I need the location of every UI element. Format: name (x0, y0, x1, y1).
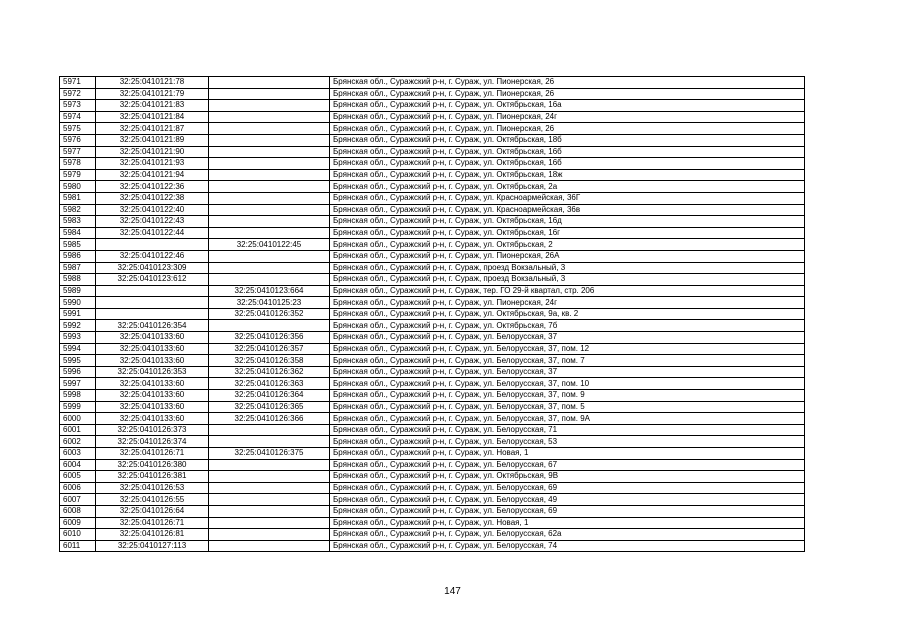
row-number-cell: 5986 (60, 250, 96, 262)
cadastral-number-cell (96, 285, 209, 297)
address-cell: Брянская обл., Суражский р-н, г. Сураж, ул. Белорусская, 69 (330, 482, 805, 494)
address-cell: Брянская обл., Суражский р-н, г. Сураж, ул. Белорусская, 37, пом. 5 (330, 401, 805, 413)
table-row (60, 355, 805, 367)
related-cadastral-number-cell: 32:25:0410125:23 (209, 297, 330, 309)
address-cell: Брянская обл., Суражский р-н, г. Сураж, ул. Пионерская, 26 (330, 88, 805, 100)
table-row (60, 378, 805, 390)
cadastral-number-cell: 32:25:0410126:381 (96, 471, 209, 483)
row-number-cell: 5992 (60, 320, 96, 332)
table-row (60, 332, 805, 344)
table-row (60, 471, 805, 483)
table-row (60, 517, 805, 529)
row-number-cell: 5976 (60, 134, 96, 146)
cadastral-number-cell: 32:25:0410123:309 (96, 262, 209, 274)
row-number-cell: 5989 (60, 285, 96, 297)
table-row (60, 308, 805, 320)
cadastral-number-cell: 32:25:0410121:94 (96, 169, 209, 181)
table-row (60, 204, 805, 216)
related-cadastral-number-cell (209, 274, 330, 286)
cadastral-number-cell: 32:25:0410126:353 (96, 366, 209, 378)
related-cadastral-number-cell (209, 505, 330, 517)
related-cadastral-number-cell: 32:25:0410126:356 (209, 332, 330, 344)
table-row (60, 274, 805, 286)
cadastral-number-cell: 32:25:0410126:354 (96, 320, 209, 332)
related-cadastral-number-cell (209, 436, 330, 448)
address-cell: Брянская обл., Суражский р-н, г. Сураж, ул. Белорусская, 67 (330, 459, 805, 471)
table-row (60, 390, 805, 402)
table-row (60, 111, 805, 123)
related-cadastral-number-cell (209, 146, 330, 158)
address-cell: Брянская обл., Суражский р-н, г. Сураж, ул. Белорусская, 37, пом. 9А (330, 413, 805, 425)
table-row (60, 216, 805, 228)
address-cell: Брянская обл., Суражский р-н, г. Сураж, ул. Белорусская, 37, пом. 12 (330, 343, 805, 355)
cadastral-number-cell: 32:25:0410126:374 (96, 436, 209, 448)
row-number-cell: 5984 (60, 227, 96, 239)
cadastral-number-cell: 32:25:0410121:89 (96, 134, 209, 146)
related-cadastral-number-cell (209, 181, 330, 193)
table-row (60, 424, 805, 436)
table-row (60, 413, 805, 425)
row-number-cell: 5998 (60, 390, 96, 402)
related-cadastral-number-cell (209, 169, 330, 181)
cadastral-number-cell: 32:25:0410126:53 (96, 482, 209, 494)
table-row (60, 494, 805, 506)
row-number-cell: 5993 (60, 332, 96, 344)
related-cadastral-number-cell (209, 158, 330, 170)
address-cell: Брянская обл., Суражский р-н, г. Сураж, проезд Вокзальный, 3 (330, 274, 805, 286)
address-cell: Брянская обл., Суражский р-н, г. Сураж, ул. Белорусская, 37, пом. 9 (330, 390, 805, 402)
row-number-cell: 6010 (60, 529, 96, 541)
address-cell: Брянская обл., Суражский р-н, г. Сураж, ул. Белорусская, 69 (330, 505, 805, 517)
table-row (60, 227, 805, 239)
address-cell: Брянская обл., Суражский р-н, г. Сураж, проезд Вокзальный, 3 (330, 262, 805, 274)
cadastral-number-cell: 32:25:0410133:60 (96, 355, 209, 367)
row-number-cell: 6005 (60, 471, 96, 483)
table-row (60, 459, 805, 471)
row-number-cell: 5971 (60, 77, 96, 89)
address-cell: Брянская обл., Суражский р-н, г. Сураж, ул. Пионерская, 24г (330, 111, 805, 123)
address-cell: Брянская обл., Суражский р-н, г. Сураж, ул. Пионерская, 24г (330, 297, 805, 309)
cadastral-number-cell: 32:25:0410133:60 (96, 343, 209, 355)
table-row (60, 192, 805, 204)
row-number-cell: 5977 (60, 146, 96, 158)
row-number-cell: 5997 (60, 378, 96, 390)
address-cell: Брянская обл., Суражский р-н, г. Сураж, ул. Октябрьская, 16а (330, 100, 805, 112)
related-cadastral-number-cell (209, 77, 330, 89)
address-cell: Брянская обл., Суражский р-н, г. Сураж, ул. Белорусская, 71 (330, 424, 805, 436)
address-cell: Брянская обл., Суражский р-н, г. Сураж, ул. Пионерская, 26 (330, 77, 805, 89)
table-row (60, 88, 805, 100)
related-cadastral-number-cell (209, 482, 330, 494)
row-number-cell: 5996 (60, 366, 96, 378)
table-row (60, 343, 805, 355)
cadastral-number-cell: 32:25:0410133:60 (96, 378, 209, 390)
row-number-cell: 5973 (60, 100, 96, 112)
table-row (60, 250, 805, 262)
cadastral-number-cell: 32:25:0410126:373 (96, 424, 209, 436)
row-number-cell: 5987 (60, 262, 96, 274)
cadastral-number-cell: 32:25:0410123:612 (96, 274, 209, 286)
cadastral-number-cell: 32:25:0410126:380 (96, 459, 209, 471)
address-cell: Брянская обл., Суражский р-н, г. Сураж, ул. Октябрьская, 16г (330, 227, 805, 239)
cadastral-number-cell (96, 297, 209, 309)
row-number-cell: 5972 (60, 88, 96, 100)
related-cadastral-number-cell: 32:25:0410126:358 (209, 355, 330, 367)
table-row (60, 482, 805, 494)
row-number-cell: 5999 (60, 401, 96, 413)
table-row (60, 505, 805, 517)
row-number-cell: 6007 (60, 494, 96, 506)
row-number-cell: 6004 (60, 459, 96, 471)
address-cell: Брянская обл., Суражский р-н, г. Сураж, ул. Новая, 1 (330, 448, 805, 460)
related-cadastral-number-cell (209, 216, 330, 228)
address-cell: Брянская обл., Суражский р-н, г. Сураж, ул. Красноармейская, 36в (330, 204, 805, 216)
cadastral-number-cell: 32:25:0410127:113 (96, 540, 209, 552)
cadastral-number-cell: 32:25:0410122:46 (96, 250, 209, 262)
row-number-cell: 5995 (60, 355, 96, 367)
address-cell: Брянская обл., Суражский р-н, г. Сураж, ул. Белорусская, 37, пом. 10 (330, 378, 805, 390)
related-cadastral-number-cell (209, 424, 330, 436)
row-number-cell: 5983 (60, 216, 96, 228)
cadastral-number-cell: 32:25:0410121:87 (96, 123, 209, 135)
related-cadastral-number-cell: 32:25:0410126:357 (209, 343, 330, 355)
address-cell: Брянская обл., Суражский р-н, г. Сураж, тер. ГО 29-й квартал, стр. 206 (330, 285, 805, 297)
related-cadastral-number-cell (209, 262, 330, 274)
row-number-cell: 5980 (60, 181, 96, 193)
related-cadastral-number-cell: 32:25:0410126:375 (209, 448, 330, 460)
table-row (60, 297, 805, 309)
address-cell: Брянская обл., Суражский р-н, г. Сураж, ул. Пионерская, 26 (330, 123, 805, 135)
table-row (60, 540, 805, 552)
related-cadastral-number-cell (209, 459, 330, 471)
cadastral-number-cell (96, 308, 209, 320)
address-cell: Брянская обл., Суражский р-н, г. Сураж, ул. Белорусская, 37 (330, 366, 805, 378)
cadastral-number-cell: 32:25:0410122:38 (96, 192, 209, 204)
table-row (60, 158, 805, 170)
row-number-cell: 5985 (60, 239, 96, 251)
cadastral-number-cell: 32:25:0410121:78 (96, 77, 209, 89)
table-row (60, 181, 805, 193)
row-number-cell: 6001 (60, 424, 96, 436)
row-number-cell: 5988 (60, 274, 96, 286)
cadastral-number-cell: 32:25:0410133:60 (96, 401, 209, 413)
table-row (60, 77, 805, 89)
table-row (60, 134, 805, 146)
related-cadastral-number-cell (209, 320, 330, 332)
address-cell: Брянская обл., Суражский р-н, г. Сураж, ул. Белорусская, 74 (330, 540, 805, 552)
row-number-cell: 5978 (60, 158, 96, 170)
address-cell: Брянская обл., Суражский р-н, г. Сураж, ул. Белорусская, 49 (330, 494, 805, 506)
address-cell: Брянская обл., Суражский р-н, г. Сураж, ул. Октябрьская, 18б (330, 134, 805, 146)
address-cell: Брянская обл., Суражский р-н, г. Сураж, ул. Октябрьская, 16б (330, 146, 805, 158)
table-row (60, 529, 805, 541)
cadastral-number-cell: 32:25:0410126:71 (96, 448, 209, 460)
related-cadastral-number-cell: 32:25:0410126:364 (209, 390, 330, 402)
address-cell: Брянская обл., Суражский р-н, г. Сураж, ул. Октябрьская, 16б (330, 158, 805, 170)
cadastral-number-cell: 32:25:0410126:55 (96, 494, 209, 506)
address-cell: Брянская обл., Суражский р-н, г. Сураж, ул. Октябрьская, 16д (330, 216, 805, 228)
row-number-cell: 6003 (60, 448, 96, 460)
row-number-cell: 5991 (60, 308, 96, 320)
address-cell: Брянская обл., Суражский р-н, г. Сураж, ул. Белорусская, 53 (330, 436, 805, 448)
related-cadastral-number-cell (209, 471, 330, 483)
cadastral-number-cell: 32:25:0410121:83 (96, 100, 209, 112)
related-cadastral-number-cell: 32:25:0410123:664 (209, 285, 330, 297)
related-cadastral-number-cell (209, 100, 330, 112)
address-cell: Брянская обл., Суражский р-н, г. Сураж, ул. Октябрьская, 2 (330, 239, 805, 251)
table-row (60, 146, 805, 158)
related-cadastral-number-cell (209, 529, 330, 541)
address-cell: Брянская обл., Суражский р-н, г. Сураж, ул. Октябрьская, 2а (330, 181, 805, 193)
cadastral-number-cell: 32:25:0410121:79 (96, 88, 209, 100)
address-cell: Брянская обл., Суражский р-н, г. Сураж, ул. Красноармейская, 36Г (330, 192, 805, 204)
related-cadastral-number-cell: 32:25:0410122:45 (209, 239, 330, 251)
table-row (60, 448, 805, 460)
cadastral-number-cell: 32:25:0410122:40 (96, 204, 209, 216)
cadastral-number-cell: 32:25:0410121:93 (96, 158, 209, 170)
table-row (60, 436, 805, 448)
cadastral-number-cell: 32:25:0410122:44 (96, 227, 209, 239)
related-cadastral-number-cell (209, 250, 330, 262)
address-cell: Брянская обл., Суражский р-н, г. Сураж, ул. Белорусская, 37 (330, 332, 805, 344)
row-number-cell: 6002 (60, 436, 96, 448)
row-number-cell: 5990 (60, 297, 96, 309)
cadastral-number-cell: 32:25:0410126:64 (96, 505, 209, 517)
row-number-cell: 6009 (60, 517, 96, 529)
table-row (60, 285, 805, 297)
table-row (60, 401, 805, 413)
related-cadastral-number-cell (209, 227, 330, 239)
address-cell: Брянская обл., Суражский р-н, г. Сураж, ул. Октябрьская, 18ж (330, 169, 805, 181)
related-cadastral-number-cell: 32:25:0410126:363 (209, 378, 330, 390)
address-cell: Брянская обл., Суражский р-н, г. Сураж, ул. Пионерская, 26А (330, 250, 805, 262)
cadastral-number-cell: 32:25:0410121:90 (96, 146, 209, 158)
registry-table (59, 76, 805, 552)
cadastral-number-cell: 32:25:0410121:84 (96, 111, 209, 123)
cadastral-number-cell: 32:25:0410133:60 (96, 332, 209, 344)
related-cadastral-number-cell (209, 204, 330, 216)
address-cell: Брянская обл., Суражский р-н, г. Сураж, ул. Белорусская, 62а (330, 529, 805, 541)
cadastral-number-cell: 32:25:0410126:81 (96, 529, 209, 541)
table-row (60, 100, 805, 112)
row-number-cell: 6011 (60, 540, 96, 552)
related-cadastral-number-cell (209, 111, 330, 123)
cadastral-number-cell: 32:25:0410126:71 (96, 517, 209, 529)
row-number-cell: 6006 (60, 482, 96, 494)
cadastral-number-cell: 32:25:0410133:60 (96, 390, 209, 402)
table-row (60, 320, 805, 332)
table-row (60, 366, 805, 378)
related-cadastral-number-cell (209, 517, 330, 529)
table-row (60, 123, 805, 135)
table-row (60, 262, 805, 274)
related-cadastral-number-cell: 32:25:0410126:365 (209, 401, 330, 413)
cadastral-number-cell: 32:25:0410122:36 (96, 181, 209, 193)
cadastral-number-cell (96, 239, 209, 251)
row-number-cell: 5982 (60, 204, 96, 216)
row-number-cell: 5981 (60, 192, 96, 204)
address-cell: Брянская обл., Суражский р-н, г. Сураж, ул. Октябрьская, 7б (330, 320, 805, 332)
address-cell: Брянская обл., Суражский р-н, г. Сураж, ул. Новая, 1 (330, 517, 805, 529)
table-row (60, 169, 805, 181)
registry-table-body (60, 77, 805, 552)
related-cadastral-number-cell: 32:25:0410126:366 (209, 413, 330, 425)
address-cell: Брянская обл., Суражский р-н, г. Сураж, ул. Белорусская, 37, пом. 7 (330, 355, 805, 367)
related-cadastral-number-cell: 32:25:0410126:352 (209, 308, 330, 320)
row-number-cell: 5979 (60, 169, 96, 181)
related-cadastral-number-cell (209, 192, 330, 204)
related-cadastral-number-cell (209, 123, 330, 135)
related-cadastral-number-cell (209, 494, 330, 506)
row-number-cell: 5974 (60, 111, 96, 123)
table-row (60, 239, 805, 251)
cadastral-number-cell: 32:25:0410133:60 (96, 413, 209, 425)
row-number-cell: 5994 (60, 343, 96, 355)
related-cadastral-number-cell (209, 540, 330, 552)
related-cadastral-number-cell (209, 134, 330, 146)
address-cell: Брянская обл., Суражский р-н, г. Сураж, ул. Октябрьская, 9В (330, 471, 805, 483)
cadastral-number-cell: 32:25:0410122:43 (96, 216, 209, 228)
row-number-cell: 6008 (60, 505, 96, 517)
address-cell: Брянская обл., Суражский р-н, г. Сураж, ул. Октябрьская, 9а, кв. 2 (330, 308, 805, 320)
row-number-cell: 6000 (60, 413, 96, 425)
page-number: 147 (444, 586, 461, 597)
related-cadastral-number-cell: 32:25:0410126:362 (209, 366, 330, 378)
related-cadastral-number-cell (209, 88, 330, 100)
row-number-cell: 5975 (60, 123, 96, 135)
